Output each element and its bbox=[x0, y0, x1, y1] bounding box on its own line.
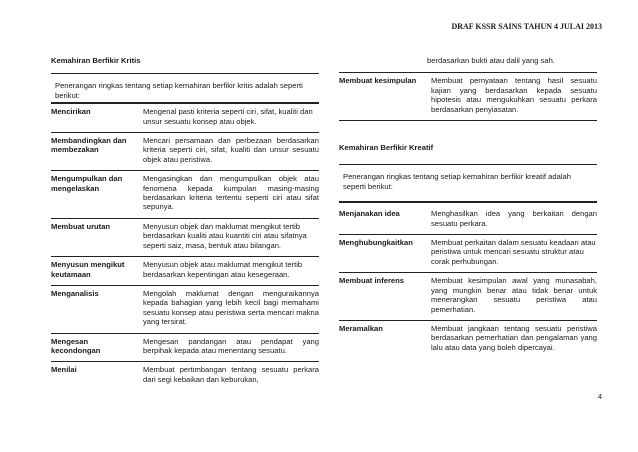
continuation-text: berdasarkan bukti atau dalil yang sah. bbox=[427, 56, 555, 65]
term-label: Membuat urutan bbox=[51, 221, 111, 231]
right-column bbox=[339, 56, 597, 358]
table-row bbox=[339, 272, 597, 320]
page-number: 4 bbox=[597, 392, 602, 401]
term-description: Menyusun objek dan maklumat mengikut tertib berdasarkan kualiti atau kuantiti ciri atau sifatnya seperti saiz, masa, bentuk atau bilangan. bbox=[143, 221, 307, 250]
term-label: Mengesan kecondongan bbox=[51, 336, 101, 355]
term-label: Membuat inferens bbox=[339, 276, 404, 286]
section-heading-critical: Kemahiran Berfikir Kritis bbox=[51, 56, 141, 65]
term-description: Menghasilkan idea yang berkaitan dengan sesuatu perkara. bbox=[431, 209, 597, 228]
term-label: Menganalisis bbox=[51, 288, 99, 298]
term-label: Menyusun mengikut keutamaan bbox=[51, 260, 125, 279]
term-description: Membuat kesimpulan awal yang munasabah, yang mungkin benar atau tidak benar untuk menerangkan sesuatu peristiwa atau pemerhatian. bbox=[431, 276, 597, 314]
term-label: Menjanakan idea bbox=[339, 209, 400, 219]
term-label: Meramalkan bbox=[339, 323, 383, 333]
term-description: Mencari persamaan dan perbezaan berdasarkan kriteria seperti ciri, sifat, kualiti dan unsur sesuatu objek atau peristiwa. bbox=[143, 136, 319, 164]
term-description: Membuat pertimbangan tentang sesuatu perkara dari segi kebaikan dan keburukan, bbox=[143, 365, 319, 384]
term-description: Menyusun objek atau maklumat mengikut tertib berdasarkan kepentingan atau kesegeraan. bbox=[143, 260, 303, 279]
intro-critical: Penerangan ringkas tentang setiap kemahiran berfikir kritis adalah seperti berikut: bbox=[51, 73, 319, 103]
term-label: Membandingkan dan membezakan bbox=[51, 136, 127, 155]
table-row bbox=[51, 218, 319, 256]
left-column bbox=[51, 56, 319, 390]
table-row bbox=[339, 234, 597, 272]
term-label: Menghubungkaitkan bbox=[339, 238, 413, 248]
table-row bbox=[51, 170, 319, 218]
term-label: Membuat kesimpulan bbox=[339, 76, 417, 86]
section-heading-creative: Kemahiran Berfikir Kreatif bbox=[339, 143, 434, 153]
term-description: Membuat pernyataan tentang hasil sesuatu kajian yang berdasarkan kepada sesuatu hipotesis atau mengukuhkan sesuatu perkara berdasarkan penyiasatan. bbox=[431, 76, 597, 114]
table-row bbox=[51, 256, 319, 285]
term-description: Mengasingkan dan mengumpulkan objek atau fenomena kepada kumpulan masing-masing berdasarkan kriteria tertentu seperti ciri atau sifat sepunya. bbox=[143, 174, 319, 212]
term-label: Mengumpulkan dan mengelaskan bbox=[51, 174, 123, 193]
term-description: Mengesan pandangan atau pendapat yang berpihak kepada atau menentang sesuatu. bbox=[143, 336, 319, 355]
table-row bbox=[51, 333, 319, 362]
term-description: Membuat jangkaan tentang sesuatu peristiwa berdasarkan pemerhatian dan pengalaman yang lalu atau data yang boleh dipercayai. bbox=[431, 323, 597, 352]
term-description: Membuat perkaitan dalam sesuatu keadaan atau peristiwa untuk mencari sesuatu struktur atau corak perhubungan. bbox=[431, 238, 596, 266]
term-label: Mencirikan bbox=[51, 107, 91, 117]
table-row bbox=[339, 72, 597, 120]
table-row bbox=[51, 103, 319, 132]
term-description: Mengenal pasti kriteria seperti ciri, sifat, kualiti dan unsur sesuatu konsep atau objek. bbox=[143, 107, 313, 126]
draft-header: DRAF KSSR SAINS TAHUN 4 JULAI 2013 bbox=[451, 22, 602, 31]
term-description: Mengolah maklumat dengan menguraikannya kepada bahagian yang lebih kecil bagi memahami sesuatu konsep atau peristiwa serta mencari makna yang tersirat. bbox=[143, 288, 319, 327]
term-label: Menilai bbox=[51, 365, 77, 375]
table-row bbox=[339, 320, 597, 358]
table-row bbox=[51, 361, 319, 390]
intro-creative: Penerangan ringkas tentang setiap kemahiran berfikir kreatif adalah seperti berikut: bbox=[339, 164, 597, 202]
table-row bbox=[51, 132, 319, 170]
table-row bbox=[51, 285, 319, 333]
table-row bbox=[339, 202, 597, 234]
